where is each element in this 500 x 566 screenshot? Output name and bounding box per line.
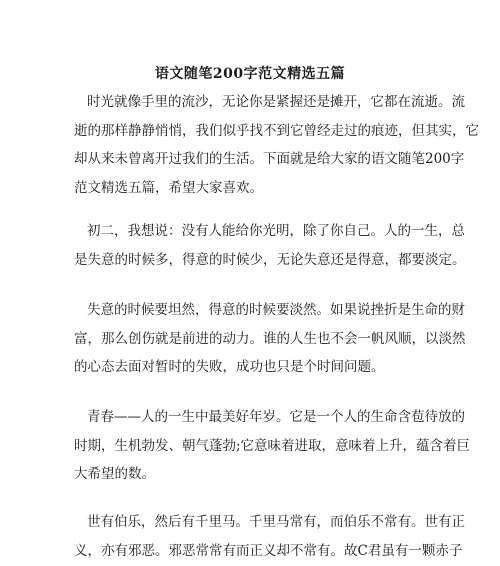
- paragraph-line: 义，亦有邪恶。邪恶常常有而正义却不常有。故C君虽有一颗赤子: [74, 542, 463, 559]
- paragraph-line: 是失意的时候多，得意的时候少，无论失意还是得意，都要淡定。: [74, 251, 466, 268]
- paragraph-5: [74, 508, 465, 565]
- paragraph-1: [74, 88, 479, 202]
- paragraph-line: 却从来未曾离开过我们的生活。下面就是给大家的语文随笔200字: [74, 151, 465, 167]
- paragraph-line: 时期，生机勃发、朝气蓬勃;它意味着进取，意味着上升，蕴含着巨: [74, 437, 471, 454]
- paragraph-line: 的心态去面对暂时的失败，成功也只是个时间问题。: [74, 359, 385, 375]
- paragraph-line: 世有伯乐，然后有千里马。千里马常有，而伯乐不常有。世有正: [87, 514, 465, 530]
- document-title: 语文随笔200字范文精选五篇: [154, 66, 346, 82]
- paragraph-4: [74, 403, 471, 489]
- paragraph-2: [74, 217, 466, 274]
- paragraph-line: 失意的时候要坦然，得意的时候要淡然。如果说挫折是生命的财: [87, 302, 465, 318]
- paragraph-line: 大希望的数。: [74, 466, 155, 482]
- paragraph-3: [74, 296, 466, 382]
- paragraph-line: 时光就像手里的流沙，无论你是紧握还是摊开，它都在流逝。流: [87, 94, 465, 110]
- paragraph-line: 青春——人的一生中最美好年岁。它是一个人的生命含苞待放的: [87, 409, 465, 425]
- paragraph-line: 初二，我想说：没有人能给你光明，除了你自己。人的一生，总: [87, 223, 465, 239]
- paragraph-line: 富，那么创伤就是前进的动力。谁的人生也不会一帆风顺，以淡然: [74, 330, 466, 347]
- paragraph-line: 逝的那样静静悄悄，我们似乎找不到它曾经走过的痕迹，但其实，它: [74, 122, 479, 139]
- paragraph-line: 范文精选五篇，希望大家喜欢。: [74, 179, 263, 196]
